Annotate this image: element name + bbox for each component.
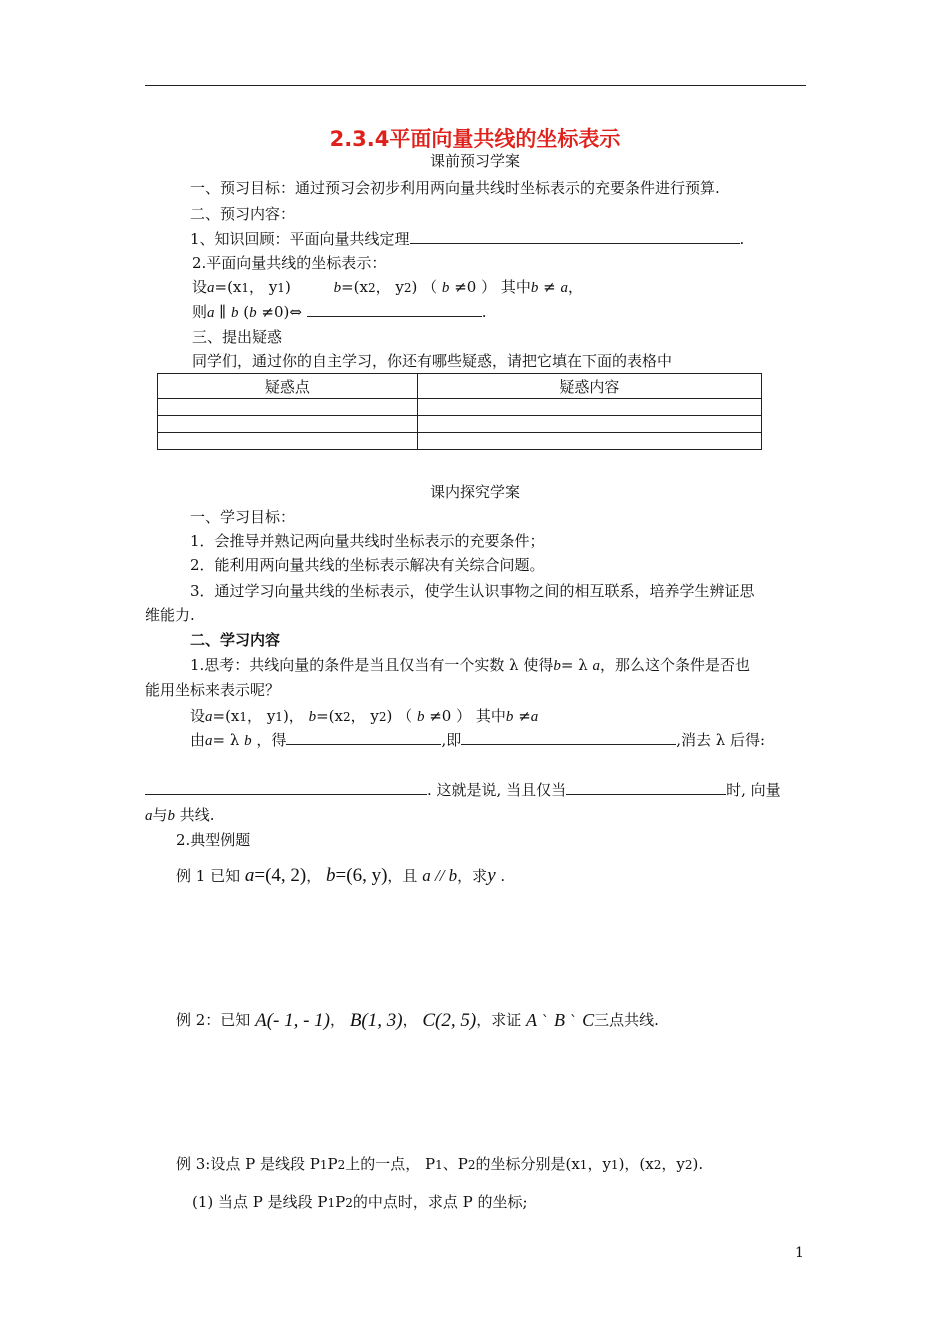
text: . 这就是说, 当且仅当: [427, 781, 567, 799]
text: (1) 当点 P 是线段 P: [192, 1193, 328, 1211]
section-heading-inclass: 课内探究学案: [429, 483, 520, 501]
text: ， y: [350, 707, 379, 725]
zero-vector: 0: [466, 278, 477, 296]
math-point-b: B(1, 3): [349, 1010, 403, 1031]
text: 上的一点， P: [345, 1155, 436, 1173]
text: ， y: [375, 278, 404, 296]
text: 由: [190, 731, 206, 749]
answer-blank: [461, 730, 676, 745]
study-goal-item: 1．会推导并熟记两向量共线时坐标表示的充要条件；: [190, 532, 545, 550]
section-heading-preview: 课前预习学案: [429, 152, 520, 170]
table-cell[interactable]: [417, 433, 761, 450]
text: ，: [568, 278, 584, 296]
text: ，且: [387, 867, 418, 885]
text: ,消去 λ 后得:: [676, 731, 766, 749]
answer-blank: [307, 302, 482, 317]
table-row: [158, 433, 762, 450]
table-cell[interactable]: [158, 433, 418, 450]
text: 共线.: [179, 806, 215, 824]
math-a: [245, 865, 306, 886]
text: ，那么这个条件是否也: [599, 656, 750, 674]
doubt-heading: 三、提出疑惑: [192, 328, 283, 346]
example-2: 例 2：已知 A(- 1, - 1)， B(1, 3)， C(2, 5)，求证 A ` B ` C三点共线.: [176, 1010, 659, 1031]
preview-content-heading: 二、预习内容：: [190, 205, 296, 223]
table-cell[interactable]: [417, 399, 761, 416]
study-goal-heading: 一、学习目标：: [190, 508, 296, 526]
table-header-cell: 疑惑点: [158, 374, 418, 399]
text: 1.思考：共线向量的条件是当且仅当有一个实数 λ 使得: [190, 656, 554, 674]
text: ,即: [441, 731, 462, 749]
text: a: [244, 865, 255, 886]
example-3: 例 3:设点 P 是线段 P1P2上的一点， P1、P2的坐标分别是(x1，y1)，(x2，y2).: [176, 1155, 704, 1173]
coord-setup-line-2: 设a=(x1， y1)， b=(x2， y2) （ b ≠0 ） 其中b ≠a: [190, 707, 539, 725]
text: ，求: [457, 867, 488, 885]
table-row: [158, 416, 762, 433]
knowledge-review: [190, 229, 744, 249]
text: ） 其中: [456, 707, 506, 725]
study-goal-item: 2．能利用两向量共线的坐标表示解决有关综合问题。: [190, 556, 545, 574]
text: 、P: [442, 1155, 468, 1173]
text: 时, 向量: [726, 781, 781, 799]
zero-vector: 0: [274, 303, 284, 321]
text: 与: [152, 806, 168, 824]
text: （: [422, 278, 438, 296]
text: =(x: [212, 707, 240, 725]
text: .: [481, 303, 487, 321]
text: =(x: [316, 707, 343, 725]
example-1: 例 1 已知 a=(4, 2)， b=(6, y)，且 a // b，求y .: [176, 865, 506, 886]
text: ≠: [429, 707, 442, 725]
doubt-table: [157, 373, 762, 450]
study-content-heading: 二、学习内容: [190, 631, 281, 649]
answer-blank: [410, 229, 740, 244]
table-row: [158, 399, 762, 416]
text: 的坐标分别是(x: [475, 1155, 580, 1173]
text: （: [397, 707, 413, 725]
table-cell[interactable]: [158, 399, 418, 416]
text: b: [326, 865, 336, 886]
answer-blank: [566, 780, 726, 795]
text: 设: [190, 707, 206, 725]
study-goal-item: 3．通过学习向量共线的坐标表示，使学生认识事物之间的相互联系，培养学生辨证思: [190, 582, 755, 600]
text: ，: [288, 707, 304, 725]
knowledge-review-text: 1、知识回顾：平面向量共线定理: [190, 230, 410, 248]
text: ⇔: [289, 303, 302, 321]
text: = λ: [212, 731, 240, 749]
conclusion-line: [145, 780, 781, 800]
text: = λ: [560, 656, 588, 674]
text: ≠: [454, 278, 467, 296]
text: 设: [192, 278, 208, 296]
text: 例 3:设点 P 是线段 P: [176, 1155, 320, 1173]
page-number: 1: [795, 1245, 804, 1261]
text: ≠: [543, 278, 556, 296]
doubt-text: 同学们，通过你的自主学习，你还有哪些疑惑，请把它填在下面的表格中: [192, 352, 673, 370]
text: 例 2：已知: [176, 1011, 251, 1029]
text: 三点共线.: [594, 1011, 659, 1029]
example-3-part-1: (1) 当点 P 是线段 P1P2的中点时，求点 P 的坐标;: [192, 1193, 528, 1211]
parallel-condition-line: 则a ∥ b (b ≠0)⇔ .: [192, 303, 487, 321]
zero-vector: 0: [441, 707, 452, 725]
vector-a: a: [207, 280, 215, 296]
text: ， y: [249, 278, 278, 296]
answer-blank: [145, 780, 427, 795]
study-goal-item: 维能力.: [145, 606, 195, 624]
think-question-line2: 能用坐标来表示呢？: [145, 681, 281, 699]
coord-heading: 2.平面向量共线的坐标表示：: [192, 254, 387, 272]
page-title: 2.3.4平面向量共线的坐标表示: [329, 127, 621, 151]
table-cell[interactable]: [417, 416, 761, 433]
text: =(4, 2): [254, 865, 307, 886]
text: ∥: [219, 303, 227, 321]
answer-blank: [286, 730, 441, 745]
text: 则: [192, 303, 208, 321]
punct: .: [739, 230, 745, 248]
text: ，求证: [476, 1011, 522, 1029]
text: ， y: [247, 707, 276, 725]
text: ） 其中: [481, 278, 531, 296]
text: ≠: [518, 707, 531, 725]
text: =(x: [341, 278, 368, 296]
vector-b: b: [333, 280, 342, 296]
math-point-a: A(- 1, - 1): [255, 1010, 331, 1031]
text: 的中点时，求点 P 的坐标;: [352, 1193, 528, 1211]
text: ，得: [256, 731, 287, 749]
math-b: [326, 865, 387, 886]
text: ≠: [261, 303, 274, 321]
header-rule: [145, 85, 806, 86]
examples-heading: 2.典型例题: [176, 831, 251, 849]
text: =(x: [214, 278, 242, 296]
coord-setup-line: 设a=(x1， y1) b=(x2， y2) （ b ≠0 ） 其中b ≠ a，: [192, 278, 584, 296]
think-question-line1: 1.思考：共线向量的条件是当且仅当有一个实数 λ 使得b= λ a，那么这个条件是否也: [190, 656, 750, 674]
math-point-c: C(2, 5): [422, 1010, 477, 1031]
math-y: y: [487, 865, 496, 886]
table-header-cell: 疑惑内容: [417, 374, 761, 399]
text: =(6, y): [335, 865, 388, 886]
derivation-line: 由a= λ b ，得 ,即 ,消去 λ 后得:: [190, 731, 766, 749]
preview-goal: 一、预习目标：通过预习会初步利用两向量共线时坐标表示的充要条件进行预算.: [190, 179, 720, 197]
table-cell[interactable]: [158, 416, 418, 433]
conclusion-line-2: a与b 共线.: [145, 806, 215, 824]
text: 例 1 已知: [176, 867, 241, 885]
table-header-row: [158, 374, 762, 399]
math-parallel: a // b: [422, 866, 458, 885]
